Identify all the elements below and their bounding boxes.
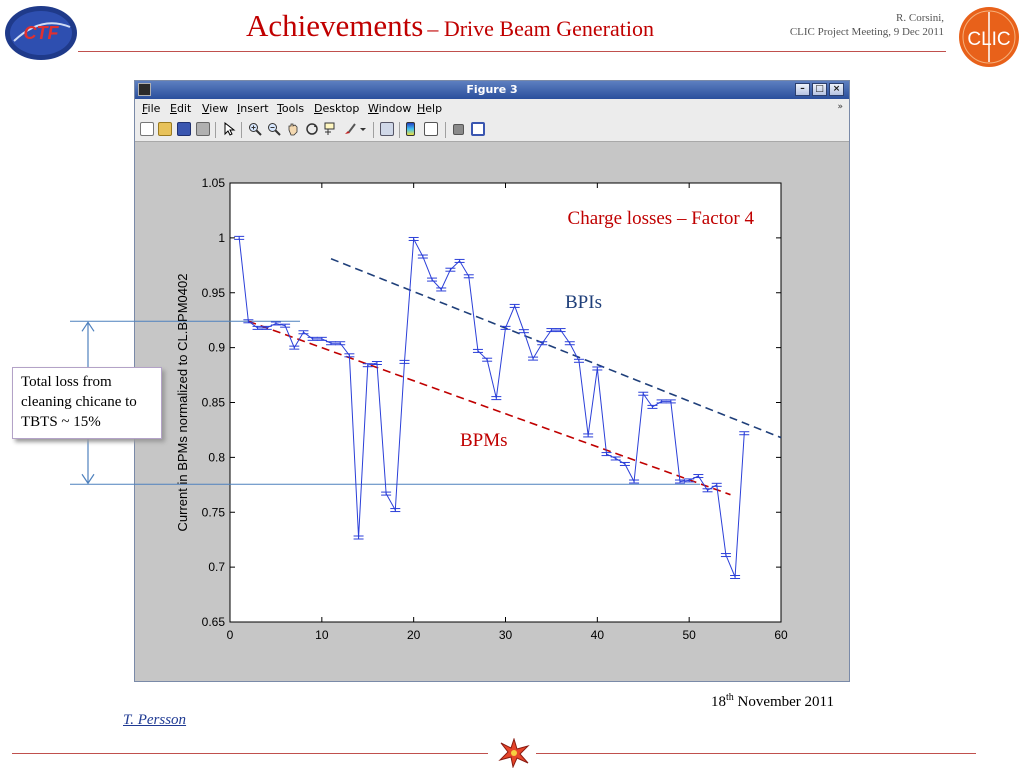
y-tick-label: 0.75 bbox=[201, 505, 225, 520]
presentation-date bbox=[640, 692, 834, 711]
header-author: R. Corsini, bbox=[896, 12, 944, 24]
x-tick-label: 60 bbox=[774, 628, 788, 642]
menu-desktop[interactable]: Desktop bbox=[314, 102, 360, 115]
menu-desktop-rest: esktop bbox=[322, 102, 360, 115]
y-tick-label: 0.8 bbox=[208, 450, 225, 465]
menu-help-rest: elp bbox=[425, 102, 443, 115]
minimize-icon: – bbox=[800, 84, 805, 94]
menu-file-rest: ile bbox=[147, 102, 161, 115]
annotation-bpis: BPIs bbox=[565, 292, 602, 313]
menu-help[interactable]: Help bbox=[417, 102, 443, 115]
y-tick-label: 1 bbox=[218, 230, 225, 245]
x-tick-label: 0 bbox=[226, 628, 234, 642]
star-icon bbox=[498, 738, 530, 768]
x-tick-label: 20 bbox=[406, 628, 421, 642]
menu-edit-rest: dit bbox=[176, 102, 192, 115]
date-suffix: th bbox=[725, 692, 734, 703]
y-tick-label: 0.95 bbox=[201, 285, 225, 300]
y-tick-label: 0.7 bbox=[208, 560, 225, 575]
date-day: 18 bbox=[710, 694, 726, 710]
menu-file[interactable]: File bbox=[142, 102, 161, 115]
clic-logo-text: CLIC bbox=[967, 29, 1011, 50]
y-axis-label: Current in BPMs normalized to CL.BPM0402 bbox=[175, 273, 190, 532]
menu-tools[interactable]: Tools bbox=[277, 102, 305, 115]
y-tick-label: 0.65 bbox=[201, 615, 225, 629]
x-tick-label: 30 bbox=[498, 628, 513, 642]
annotation-bpms: BPMs bbox=[460, 430, 508, 451]
menu-view-rest: iew bbox=[209, 102, 229, 115]
header-meeting: CLIC Project Meeting, 9 Dec 2011 bbox=[789, 26, 944, 38]
slide-title-sub: – Drive Beam Generation bbox=[427, 16, 654, 41]
footer-rule-right bbox=[536, 753, 976, 754]
menu-window-rest: indow bbox=[378, 102, 412, 115]
menu-edit[interactable]: Edit bbox=[170, 102, 192, 115]
window-title: Figure 3 bbox=[466, 83, 518, 96]
x-tick-label: 50 bbox=[682, 628, 696, 642]
close-icon: × bbox=[832, 84, 841, 94]
y-tick-label: 0.9 bbox=[208, 340, 225, 355]
total-loss-callout: Total loss from cleaning chicane to TBTS ~ 15% bbox=[12, 367, 162, 439]
ctf-logo-text: CTF bbox=[23, 23, 59, 43]
double-chevron-icon[interactable]: » bbox=[837, 102, 843, 112]
plot-area bbox=[230, 183, 781, 622]
x-tick-label: 10 bbox=[315, 628, 329, 642]
menu-insert[interactable]: Insert bbox=[237, 102, 269, 115]
x-tick-label: 40 bbox=[590, 628, 605, 642]
menu-window[interactable]: Window bbox=[368, 102, 412, 115]
date-rest: November 2011 bbox=[733, 694, 834, 710]
menu-tools-rest: ools bbox=[281, 102, 305, 115]
annotation-charge-losses: Charge losses – Factor 4 bbox=[567, 208, 754, 229]
maximize-icon: □ bbox=[815, 84, 824, 94]
menu-insert-rest: nsert bbox=[240, 102, 269, 115]
slide-title-main: Achievements bbox=[246, 8, 424, 43]
y-tick-label: 1.05 bbox=[201, 176, 225, 190]
footer-rule-left bbox=[12, 753, 488, 754]
author-credit[interactable]: T. Persson bbox=[123, 712, 187, 728]
menu-view[interactable]: View bbox=[202, 102, 229, 115]
y-tick-label: 0.85 bbox=[201, 395, 225, 410]
